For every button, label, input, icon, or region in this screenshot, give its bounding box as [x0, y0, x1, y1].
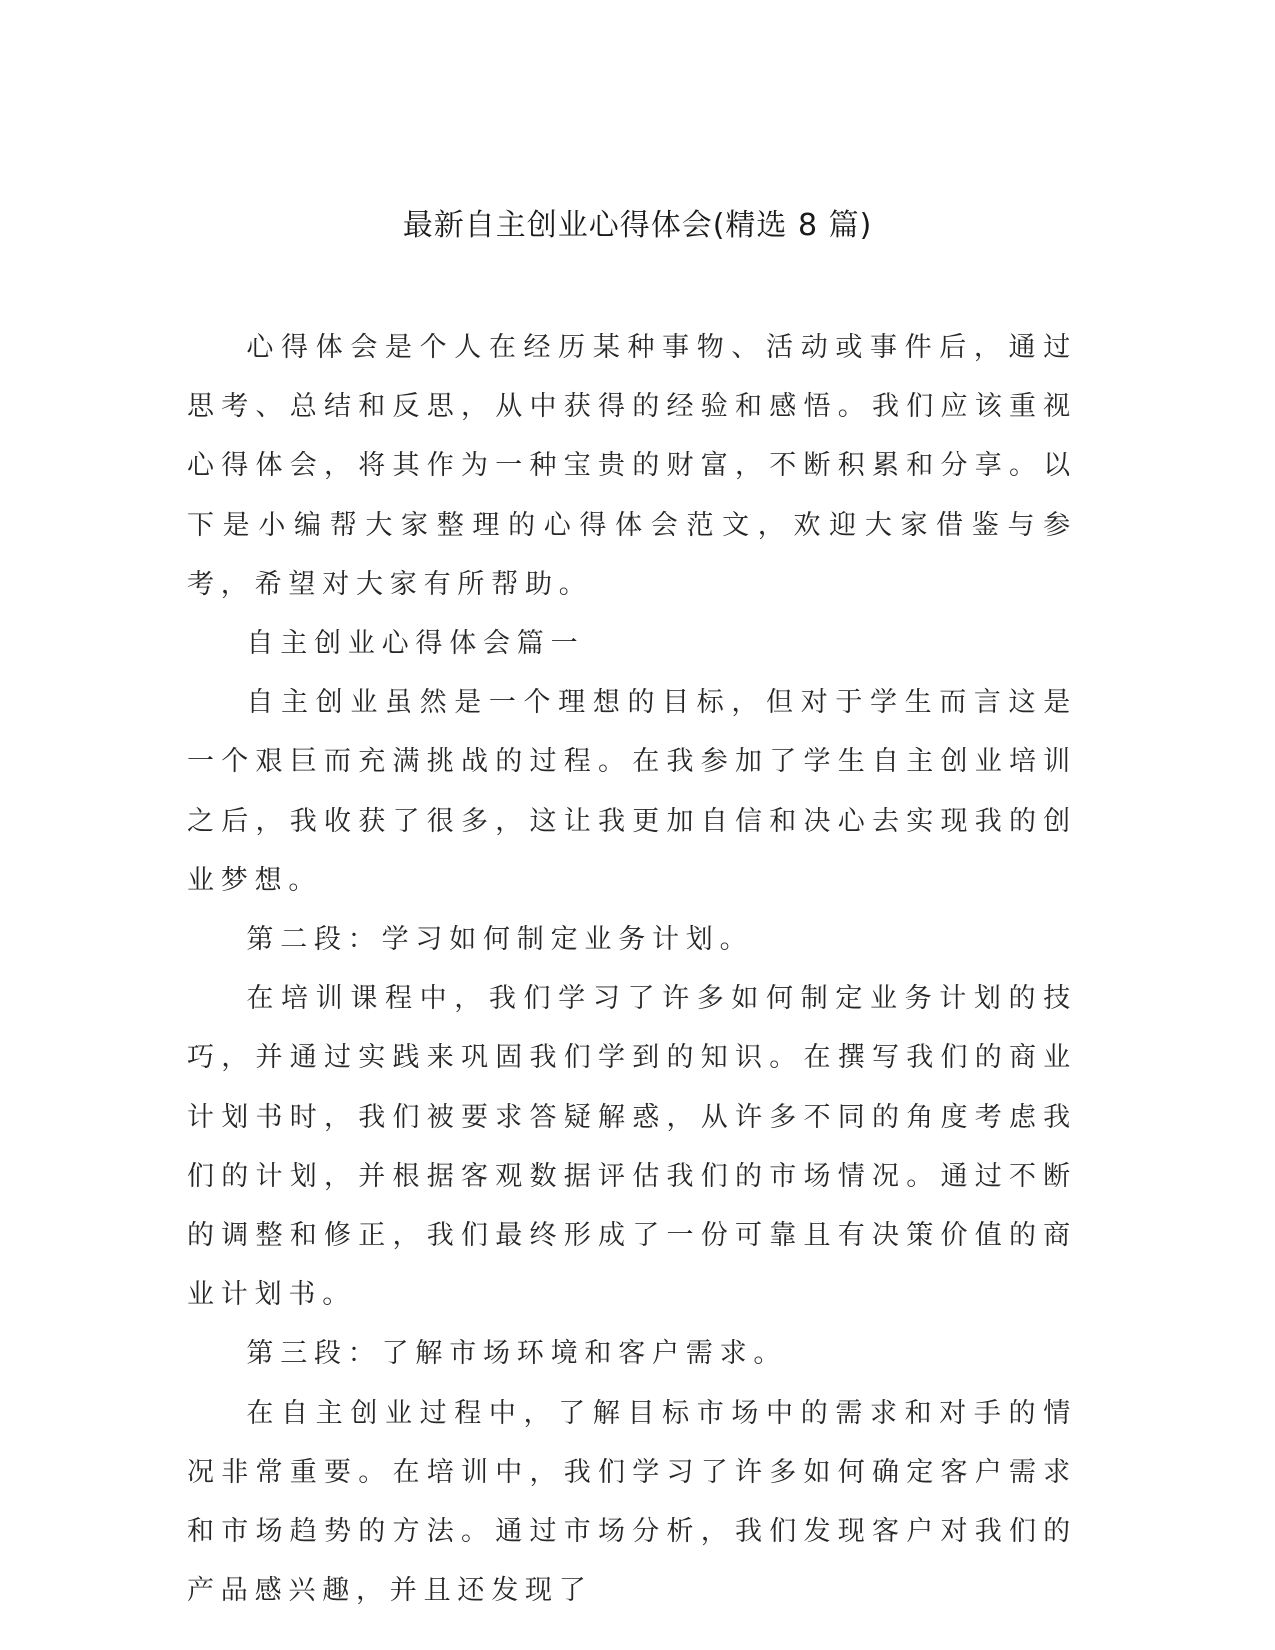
- section-heading-second: 第二段：学习如何制定业务计划。: [246, 924, 754, 956]
- document-title: 最新自主创业心得体会(精选 8 篇): [402, 208, 873, 243]
- body-paragraph: 在培训课程中，我们学习了许多如何制定业务计划的技巧，并通过实践来巩固我们学到的知识。在撰写我们的商业计划书时，我们被要求答疑解惑，从许多不同的角度考虑我们的计划，并根据客观数据评估我们的市场情况。通过不断的调整和修正，我们最终形成了一份可靠且有决策价值的商业计划书。: [187, 983, 1077, 1311]
- body-paragraph: 自主创业虽然是一个理想的目标，但对于学生而言这是一个艰巨而充满挑战的过程。在我参加了学生自主创业培训之后，我收获了很多，这让我更加自信和决心去实现我的创业梦想。: [187, 687, 1077, 896]
- body-paragraph: 在自主创业过程中，了解目标市场中的需求和对手的情况非常重要。在培训中，我们学习了许多如何确定客户需求和市场趋势的方法。通过市场分析，我们发现客户对我们的产品感兴趣，并且还发现了: [187, 1397, 1077, 1607]
- document-body: [187, 318, 1077, 1620]
- section-heading-third: 第三段：了解市场环境和客户需求。: [246, 1338, 788, 1370]
- intro-paragraph: 心得体会是个人在经历某种事物、活动或事件后，通过思考、总结和反思，从中获得的经验和感悟。我们应该重视心得体会，将其作为一种宝贵的财富，不断积累和分享。以下是小编帮大家整理的心得体会范文，欢迎大家借鉴与参考，希望对大家有所帮助。: [187, 332, 1077, 600]
- section-heading-part-one: 自主创业心得体会篇一: [246, 628, 585, 660]
